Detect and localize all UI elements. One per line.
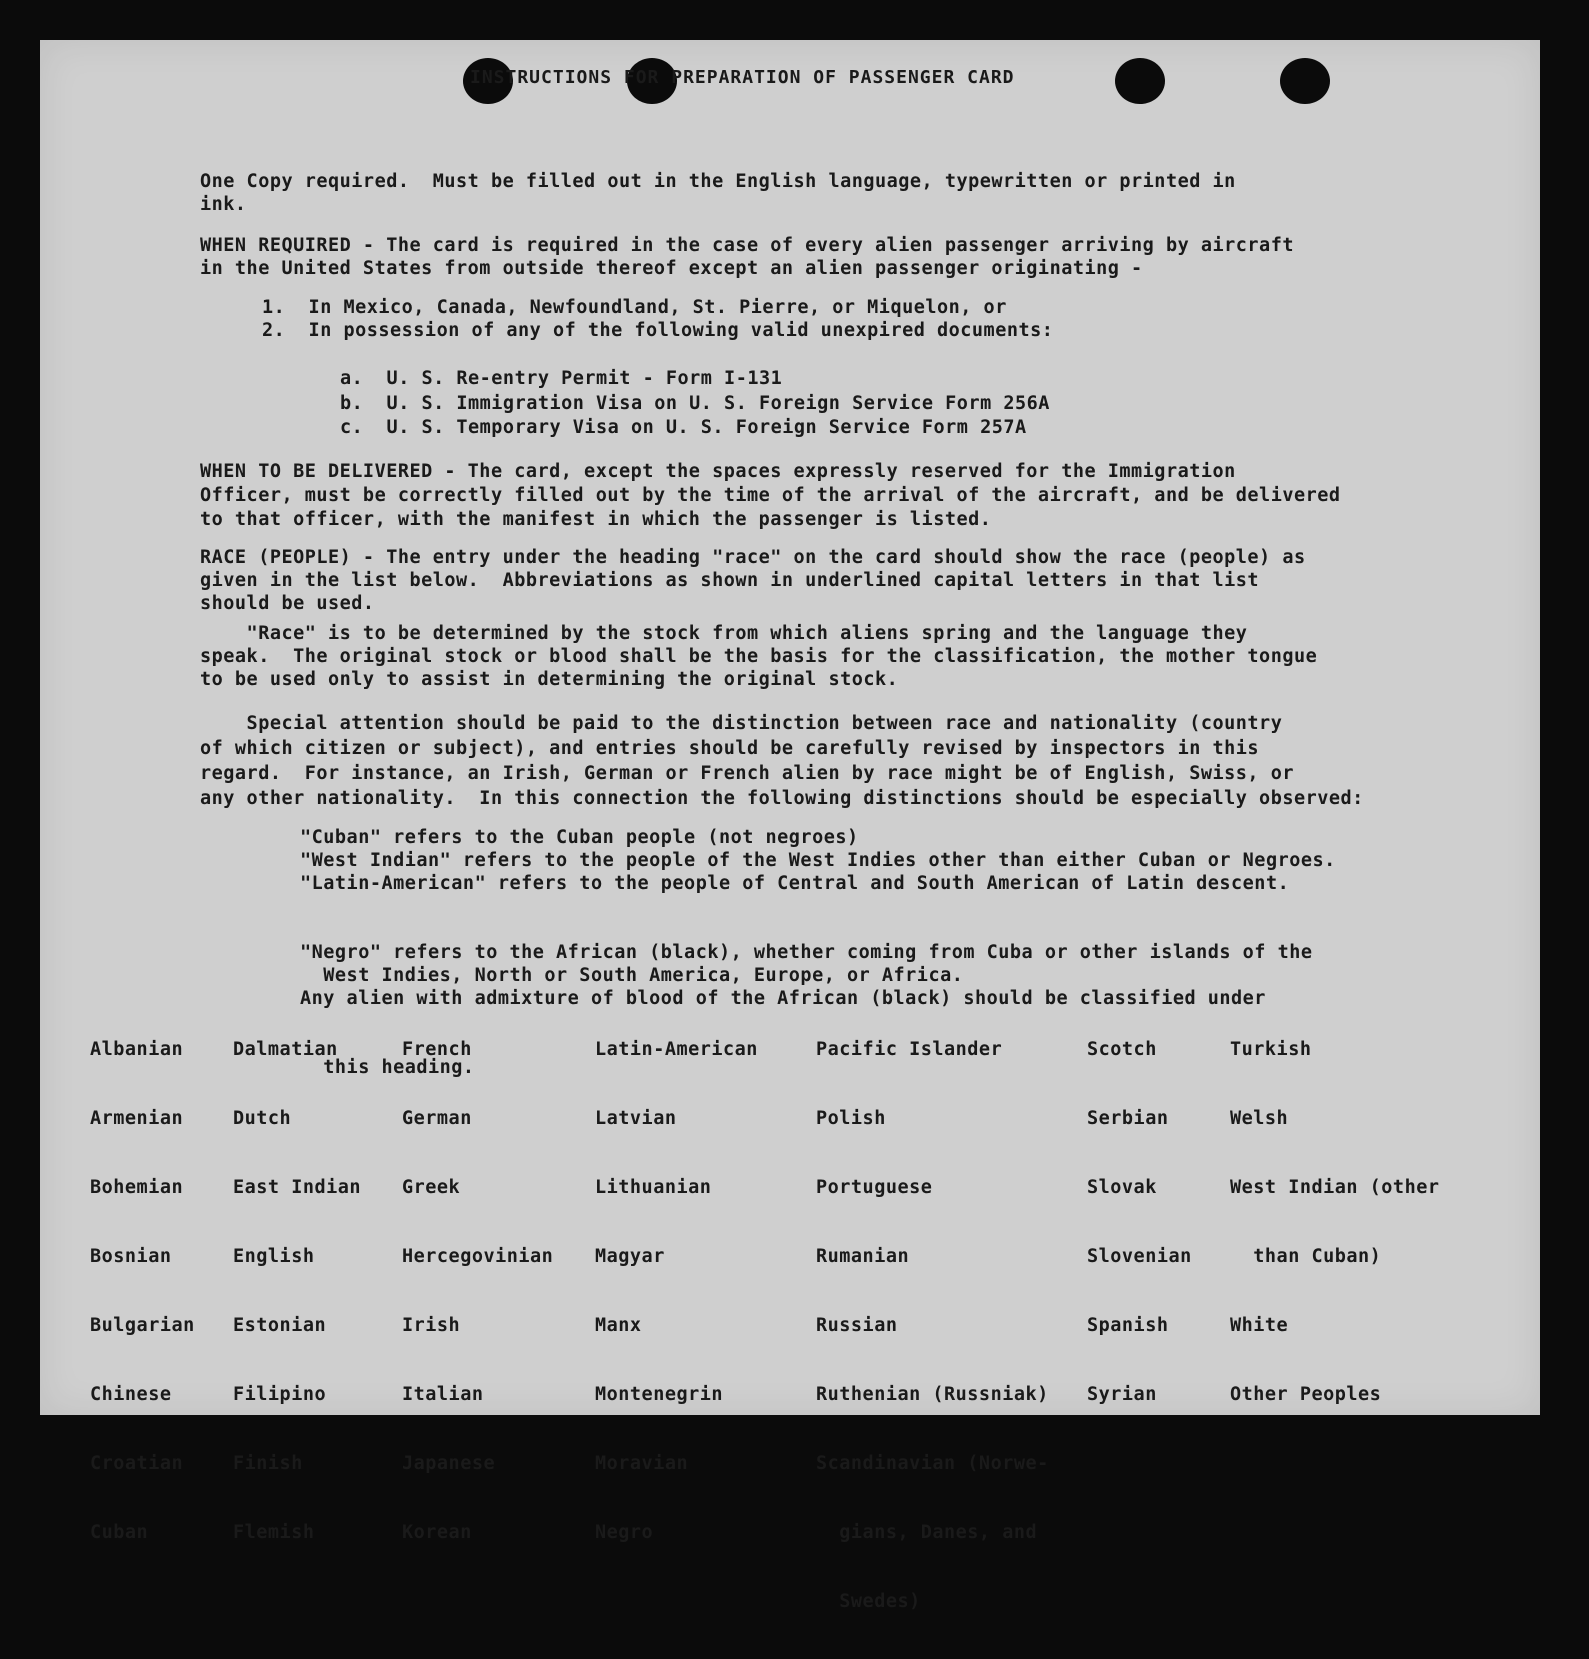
race-item: Armenian — [90, 1108, 184, 1129]
race-item: Syrian — [1087, 1384, 1157, 1405]
race-column — [402, 992, 553, 1590]
race-item: Bosnian — [90, 1246, 172, 1267]
race-item: Latvian — [595, 1108, 677, 1129]
race-item: Croatian — [90, 1453, 184, 1474]
race-item: Rumanian — [816, 1246, 910, 1267]
race-column — [1230, 992, 1439, 1452]
race-item: Greek — [402, 1177, 461, 1198]
race-item: Italian — [402, 1384, 484, 1405]
race-people-text: RACE (PEOPLE) - The entry under the heading "race" on the card should show the race (people) as given in the list below. Abbreviations as shown in underlined capital letters in that list should be used. — [200, 547, 1306, 614]
race-item: French — [402, 1039, 472, 1060]
race-item: Moravian — [595, 1453, 689, 1474]
race-item: Dutch — [233, 1108, 292, 1129]
race-item: Slovenian — [1087, 1246, 1192, 1267]
race-item: East Indian — [233, 1177, 362, 1198]
race-item: Japanese — [402, 1453, 496, 1474]
race-item: English — [233, 1246, 315, 1267]
race-column — [90, 992, 195, 1590]
document-page — [40, 40, 1540, 1612]
race-item: White — [1230, 1315, 1289, 1336]
race-item: Manx — [595, 1315, 642, 1336]
race-item: Lithuanian — [595, 1177, 712, 1198]
when-delivered-text: WHEN TO BE DELIVERED - The card, except the spaces expressly reserved for the Immigration Officer, must be correctly filled out by the time of the arrival of the aircraft, and be delivered to that officer, with the manifest in which the passenger is listed. — [200, 461, 1341, 530]
race-item: Cuban — [90, 1522, 149, 1543]
race-item: Latin-American — [595, 1039, 758, 1060]
race-item: German — [402, 1108, 472, 1129]
special-attention-text: Special attention should be paid to the distinction between race and nationality (country of which citizen or subject), and entries should be carefully revised by inspectors in this regard. For instance, an Irish, German or French alien by race might be of English, Swiss, or any other nationality. In this connection the following distinctions should be especially observed: — [200, 713, 1364, 809]
page-title: INSTRUCTIONS FOR PREPARATION OF PASSENGER CARD — [470, 67, 1015, 88]
race-definition-text: "Race" is to be determined by the stock from which aliens spring and the language they speak. The original stock or blood shall be the basis for the classification, the mother tongue to be used only to assist in determining the original stock. — [200, 623, 1318, 690]
race-item: Bohemian — [90, 1177, 184, 1198]
race-item: Polish — [816, 1108, 886, 1129]
race-item: Chinese — [90, 1384, 172, 1405]
race-item: Montenegrin — [595, 1384, 724, 1405]
race-item: Spanish — [1087, 1315, 1169, 1336]
race-item: Flemish — [233, 1522, 315, 1543]
when-required-text: WHEN REQUIRED - The card is required in the case of every alien passenger arriving by aircraft in the United States from outside thereof except an alien passenger originating - — [200, 235, 1294, 279]
race-item: than Cuban) — [1230, 1246, 1382, 1267]
race-item: Hercegovinian — [402, 1246, 554, 1267]
race-column — [233, 992, 361, 1590]
race-item: Other Peoples — [1230, 1384, 1382, 1405]
race-item: West Indian (other — [1230, 1177, 1440, 1198]
race-item: Pacific Islander — [816, 1039, 1003, 1060]
race-item: Russian — [816, 1315, 898, 1336]
race-item: Albanian — [90, 1039, 184, 1060]
race-item: Finish — [233, 1453, 303, 1474]
race-item: Slovak — [1087, 1177, 1157, 1198]
origin-list: 1. In Mexico, Canada, Newfoundland, St. Pierre, or Miquelon, or 2. In possession of any of the following valid unexpired documents: — [262, 297, 1054, 341]
punch-hole — [1280, 58, 1330, 104]
documents-list: a. U. S. Re-entry Permit - Form I-131 b. U. S. Immigration Visa on U. S. Foreign Service Form 256A c. U. S. Temporary Visa on U. S. Foreign Service Form 257A — [340, 368, 1050, 438]
race-item: Ruthenian (Russniak) — [816, 1384, 1049, 1405]
race-item: Portuguese — [816, 1177, 933, 1198]
race-item: Swedes) — [816, 1591, 921, 1612]
race-item: Welsh — [1230, 1108, 1289, 1129]
race-list — [90, 992, 1440, 1612]
race-column — [595, 992, 758, 1590]
race-item: Negro — [595, 1522, 654, 1543]
race-item: Serbian — [1087, 1108, 1169, 1129]
race-item: Turkish — [1230, 1039, 1312, 1060]
race-item: Scotch — [1087, 1039, 1157, 1060]
race-item: Estonian — [233, 1315, 327, 1336]
distinctions-list: "Cuban" refers to the Cuban people (not negroes) "West Indian" refers to the people of the West Indies other than either Cuban or Negroes. "Latin-American" refers to the people of Central and South American of Latin descent. "Negro" refers to the African (black), whether coming from Cuba or other islands of the West Indies, North or South America, Europe, or Africa. Any alien with admixture of blood of the African (black) should be classified under this heading. — [300, 827, 1336, 1078]
race-item: Magyar — [595, 1246, 665, 1267]
punch-hole — [1115, 58, 1165, 104]
intro-text: One Copy required. Must be filled out in the English language, typewritten or printed in ink. — [200, 171, 1236, 215]
race-item: Filipino — [233, 1384, 327, 1405]
race-column — [1087, 992, 1192, 1452]
race-item: Korean — [402, 1522, 472, 1543]
race-column — [816, 992, 1049, 1659]
race-item: gians, Danes, and — [816, 1522, 1038, 1543]
race-item: Irish — [402, 1315, 461, 1336]
race-item: Dalmatian — [233, 1039, 338, 1060]
race-item: Bulgarian — [90, 1315, 195, 1336]
race-item: Scandinavian (Norwe- — [816, 1453, 1049, 1474]
